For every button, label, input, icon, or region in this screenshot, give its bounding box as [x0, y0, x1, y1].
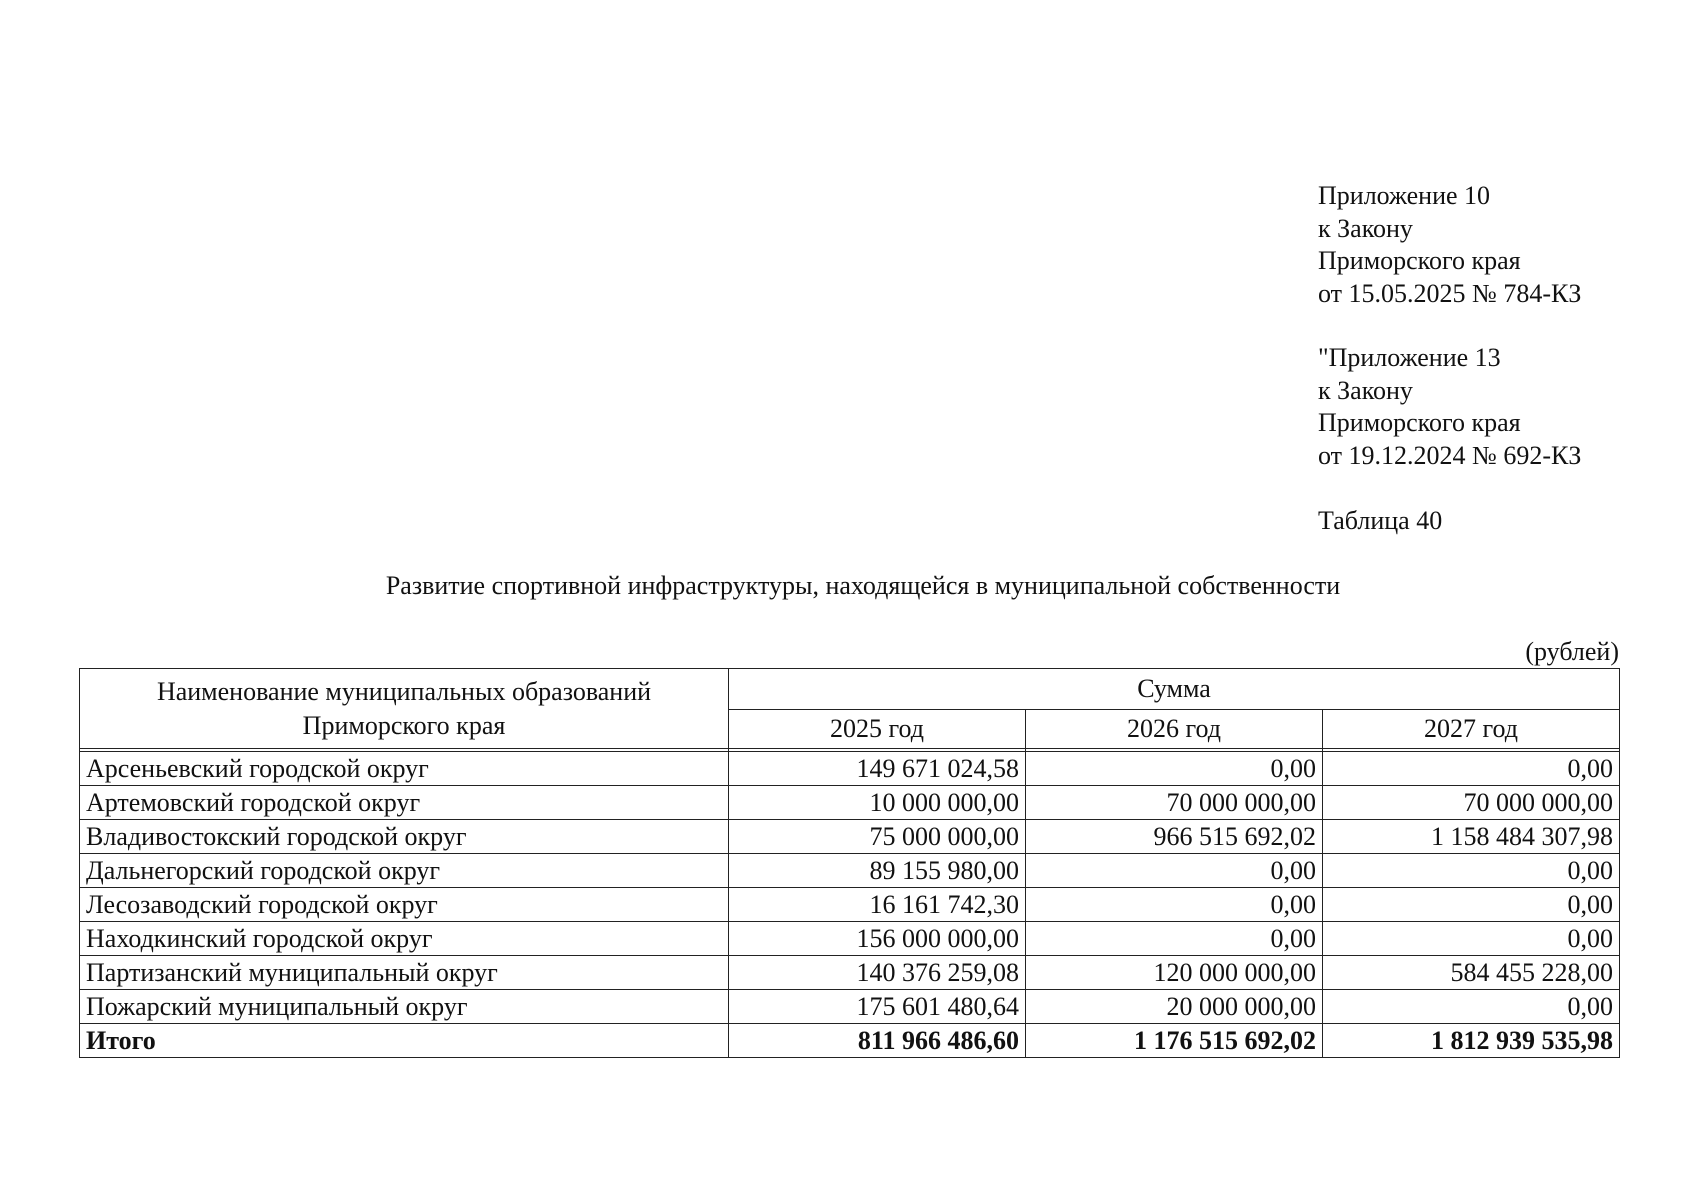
- row-municipality: Находкинский городской округ: [80, 922, 729, 956]
- row-value-2027: 0,00: [1323, 990, 1620, 1024]
- row-value-2025: 10 000 000,00: [729, 786, 1026, 820]
- table-total-row: [80, 1024, 1620, 1058]
- table-row: [80, 956, 1620, 990]
- row-value-2025: 89 155 980,00: [729, 854, 1026, 888]
- appendix-current-line4: от 15.05.2025 № 784-КЗ: [1318, 278, 1582, 308]
- row-municipality: Владивостокский городской округ: [80, 820, 729, 854]
- row-value-2025: 16 161 742,30: [729, 888, 1026, 922]
- table-row: [80, 922, 1620, 956]
- table-header-row: [80, 669, 1620, 710]
- row-value-2027: 0,00: [1323, 922, 1620, 956]
- header-municipality: [80, 669, 729, 749]
- total-label: Итого: [80, 1024, 729, 1058]
- header-year-2027: 2027 год: [1323, 710, 1620, 749]
- total-value-2025: 811 966 486,60: [729, 1024, 1026, 1058]
- appendix-current-line3: Приморского края: [1318, 246, 1521, 275]
- funding-table: [79, 668, 1620, 1058]
- row-value-2026: 120 000 000,00: [1026, 956, 1323, 990]
- header-municipality-line1: Наименование муниципальных образований: [156, 676, 652, 706]
- row-value-2027: 0,00: [1323, 888, 1620, 922]
- table-row: [80, 990, 1620, 1024]
- header-year-2025: 2025 год: [729, 710, 1026, 749]
- appendix-amended-line4: от 19.12.2024 № 692-КЗ: [1318, 440, 1582, 470]
- total-value-2027: 1 812 939 535,98: [1323, 1024, 1620, 1058]
- appendix-current-line1: Приложение 10: [1318, 181, 1491, 210]
- table-row: [80, 854, 1620, 888]
- row-value-2025: 175 601 480,64: [729, 990, 1026, 1024]
- header-sum: Сумма: [729, 669, 1620, 710]
- row-municipality: Артемовский городской округ: [80, 786, 729, 820]
- row-value-2026: 0,00: [1026, 888, 1323, 922]
- row-value-2027: 0,00: [1323, 854, 1620, 888]
- row-value-2027: 70 000 000,00: [1323, 786, 1620, 820]
- row-municipality: Пожарский муниципальный округ: [80, 990, 729, 1024]
- row-value-2025: 75 000 000,00: [729, 820, 1026, 854]
- row-value-2026: 0,00: [1026, 752, 1323, 786]
- row-value-2025: 156 000 000,00: [729, 922, 1026, 956]
- row-municipality: Дальнегорский городской округ: [80, 854, 729, 888]
- row-value-2025: 140 376 259,08: [729, 956, 1026, 990]
- appendix-current-block: [1318, 180, 1678, 310]
- unit-label: (рублей): [1525, 637, 1619, 666]
- header-year-2026: 2026 год: [1026, 710, 1323, 749]
- row-value-2026: 966 515 692,02: [1026, 820, 1323, 854]
- row-value-2026: 20 000 000,00: [1026, 990, 1323, 1024]
- row-municipality: Партизанский муниципальный округ: [80, 956, 729, 990]
- row-value-2027: 0,00: [1323, 752, 1620, 786]
- table-row: [80, 786, 1620, 820]
- table-row: [80, 888, 1620, 922]
- appendix-amended-line1: "Приложение 13: [1318, 343, 1501, 372]
- table-row: [80, 820, 1620, 854]
- row-value-2027: 584 455 228,00: [1323, 956, 1620, 990]
- table-number: Таблица 40: [1318, 506, 1443, 535]
- row-municipality: Лесозаводский городской округ: [80, 888, 729, 922]
- row-municipality: Арсеньевский городской округ: [80, 752, 729, 786]
- appendix-amended-line2: к Закону: [1318, 375, 1413, 405]
- row-value-2026: 0,00: [1026, 922, 1323, 956]
- total-value-2026: 1 176 515 692,02: [1026, 1024, 1323, 1058]
- row-value-2026: 70 000 000,00: [1026, 786, 1323, 820]
- table-row: [80, 752, 1620, 786]
- document-title: Развитие спортивной инфраструктуры, находящейся в муниципальной собственности: [385, 571, 1341, 600]
- appendix-current-line2: к Закону: [1318, 213, 1413, 243]
- row-value-2027: 1 158 484 307,98: [1323, 820, 1620, 854]
- row-value-2025: 149 671 024,58: [729, 752, 1026, 786]
- appendix-amended-line3: Приморского края: [1318, 408, 1521, 437]
- appendix-amended-block: [1318, 342, 1678, 472]
- row-value-2026: 0,00: [1026, 854, 1323, 888]
- header-municipality-line2: Приморского края: [302, 710, 506, 740]
